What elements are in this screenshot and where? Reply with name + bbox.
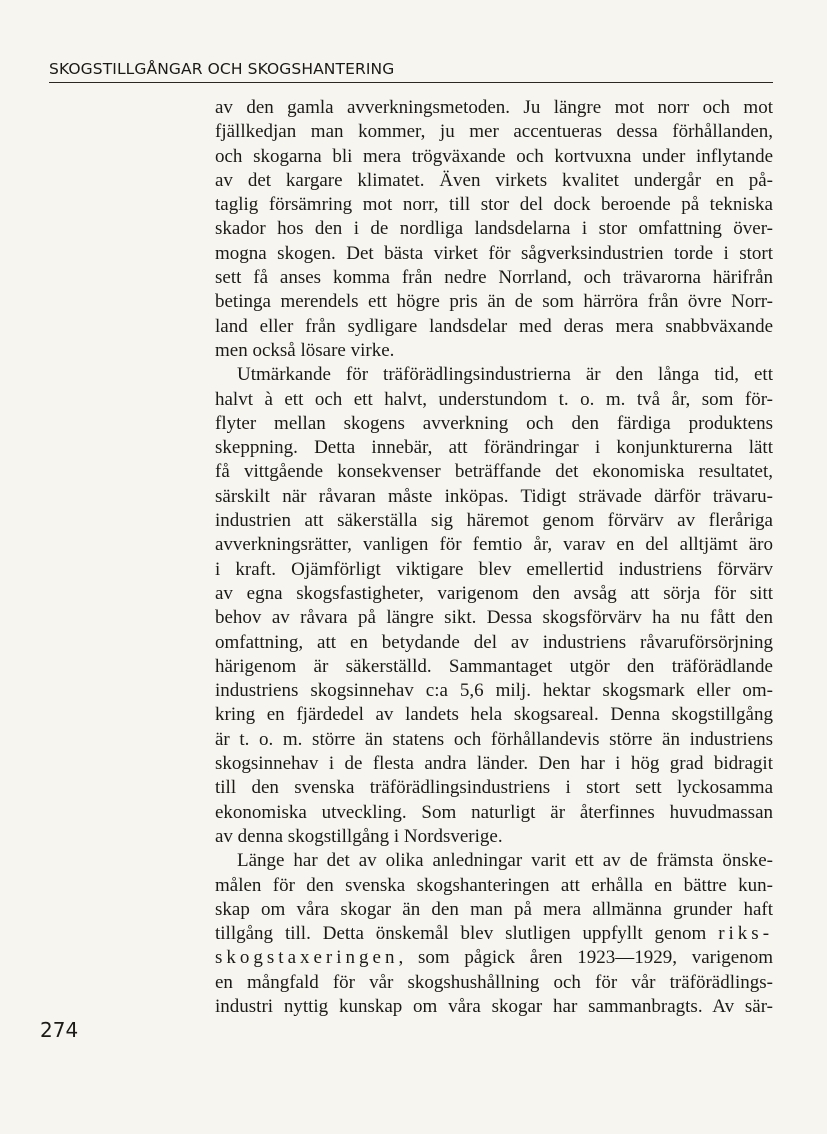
text-segment: tillgång till. Detta önskemål blev slutligen uppfyllt genom [215,923,707,945]
text-line: industriens skogsinnehav c:a 5,6 milj. hektar skogsmark eller om- [215,680,773,702]
text-line: betinga merendels ett högre pris än de som härröra från övre Norr- [215,291,773,313]
text-line: taglig försämring mot norr, till stor del dock beroende på tekniska [215,194,773,216]
text-line: skeppning. Detta innebär, att förändringar i konjunkturerna lätt [215,437,773,459]
body-text [215,96,773,1019]
running-head: SKOGSTILLGÅNGAR OCH SKOGSHANTERING [49,60,395,78]
page-number: 274 [40,1018,79,1042]
text-line: kring en fjärdedel av landets hela skogsareal. Denna skogstillgång [215,704,773,726]
text-segment: , som pågick åren 1923—1929, varigenom [398,947,773,969]
text-line: av den gamla avverkningsmetoden. Ju längre mot norr och mot [215,97,773,118]
paragraph-3 [215,849,773,1019]
text-line: av egna skogsfastigheter, varigenom den avsåg att sörja för sitt [215,582,773,604]
text-line: behov av råvara på längre sikt. Dessa skogsförvärv ha nu fått den [215,607,773,629]
text-line: Utmärkande för träförädlingsindustrierna är den långa tid, ett [237,364,773,386]
text-line: land eller från sydligare landsdelar med deras mera snabbväxande [215,315,773,337]
header-rule [49,82,773,83]
text-line: sett få anses komma från nedre Norrland, och trävarorna härifrån [215,267,773,289]
text-line: industri nyttig kunskap om våra skogar har sammanbragts. Av sär- [215,995,773,1017]
text-line: härigenom är säkerställd. Sammantaget utgör den träförädlande [215,655,773,677]
paragraph-1 [215,96,773,363]
text-line: särskilt när råvaran måste inköpas. Tidigt strävade därför trävaru- [215,485,773,507]
text-line: en mångfald för vår skogshushållning och för vår träförädlings- [215,971,773,993]
text-line: omfattning, att en betydande del av industriens råvaruförsörjning [215,631,773,653]
text-line: mogna skogen. Det bästa virket för sågverksindustrien torde i stort [215,242,773,264]
text-line: av det kargare klimatet. Även virkets kvalitet undergår en på- [215,169,773,191]
text-line: få vittgående konsekvenser beträffande det ekonomiska resultatet, [215,461,773,483]
text-line: är t. o. m. större än statens och förhållandevis större än industriens [215,728,773,750]
text-line: målen för den svenska skogshanteringen att erhålla en bättre kun- [215,874,773,896]
text-line: av denna skogstillgång i Nordsverige. [215,825,503,847]
text-line [215,922,773,946]
text-line: i kraft. Ojämförligt viktigare blev emellertid industriens förvärv [215,558,773,580]
spaced-term: skogstaxeringen [215,947,399,969]
text-line: och skogarna bli mera trögväxande och kortvuxna under inflytande [215,145,773,167]
text-line: ekonomiska utveckling. Som naturligt är återfinnes huvudmassan [215,801,773,823]
text-line: flyter mellan skogens avverkning och den färdiga produktens [215,412,773,434]
text-line: Länge har det av olika anledningar varit ett av de främsta önske- [237,850,773,872]
text-line: halvt à ett och ett halvt, understundom t. o. m. två år, som för- [215,388,773,410]
spaced-term: riks- [718,923,774,945]
text-line [215,946,773,970]
text-line: men också lösare virke. [215,339,395,361]
paragraph-2 [215,363,773,849]
text-line: industrien att säkerställa sig häremot genom förvärv av fleråriga [215,510,773,532]
text-line: till den svenska träförädlingsindustriens i stort sett lyckosamma [215,777,773,799]
text-line: skap om våra skogar än den man på mera allmänna grunder haft [215,898,773,920]
text-line: skogsinnehav i de flesta andra länder. Den har i hög grad bidragit [215,753,773,775]
text-line: skador hos den i de nordliga landsdelarna i stor omfattning över- [215,218,773,240]
text-line: fjällkedjan man kommer, ju mer accentueras dessa förhållanden, [215,121,773,143]
text-line: avverkningsrätter, vanligen för femtio år, varav en del alltjämt äro [215,534,773,556]
